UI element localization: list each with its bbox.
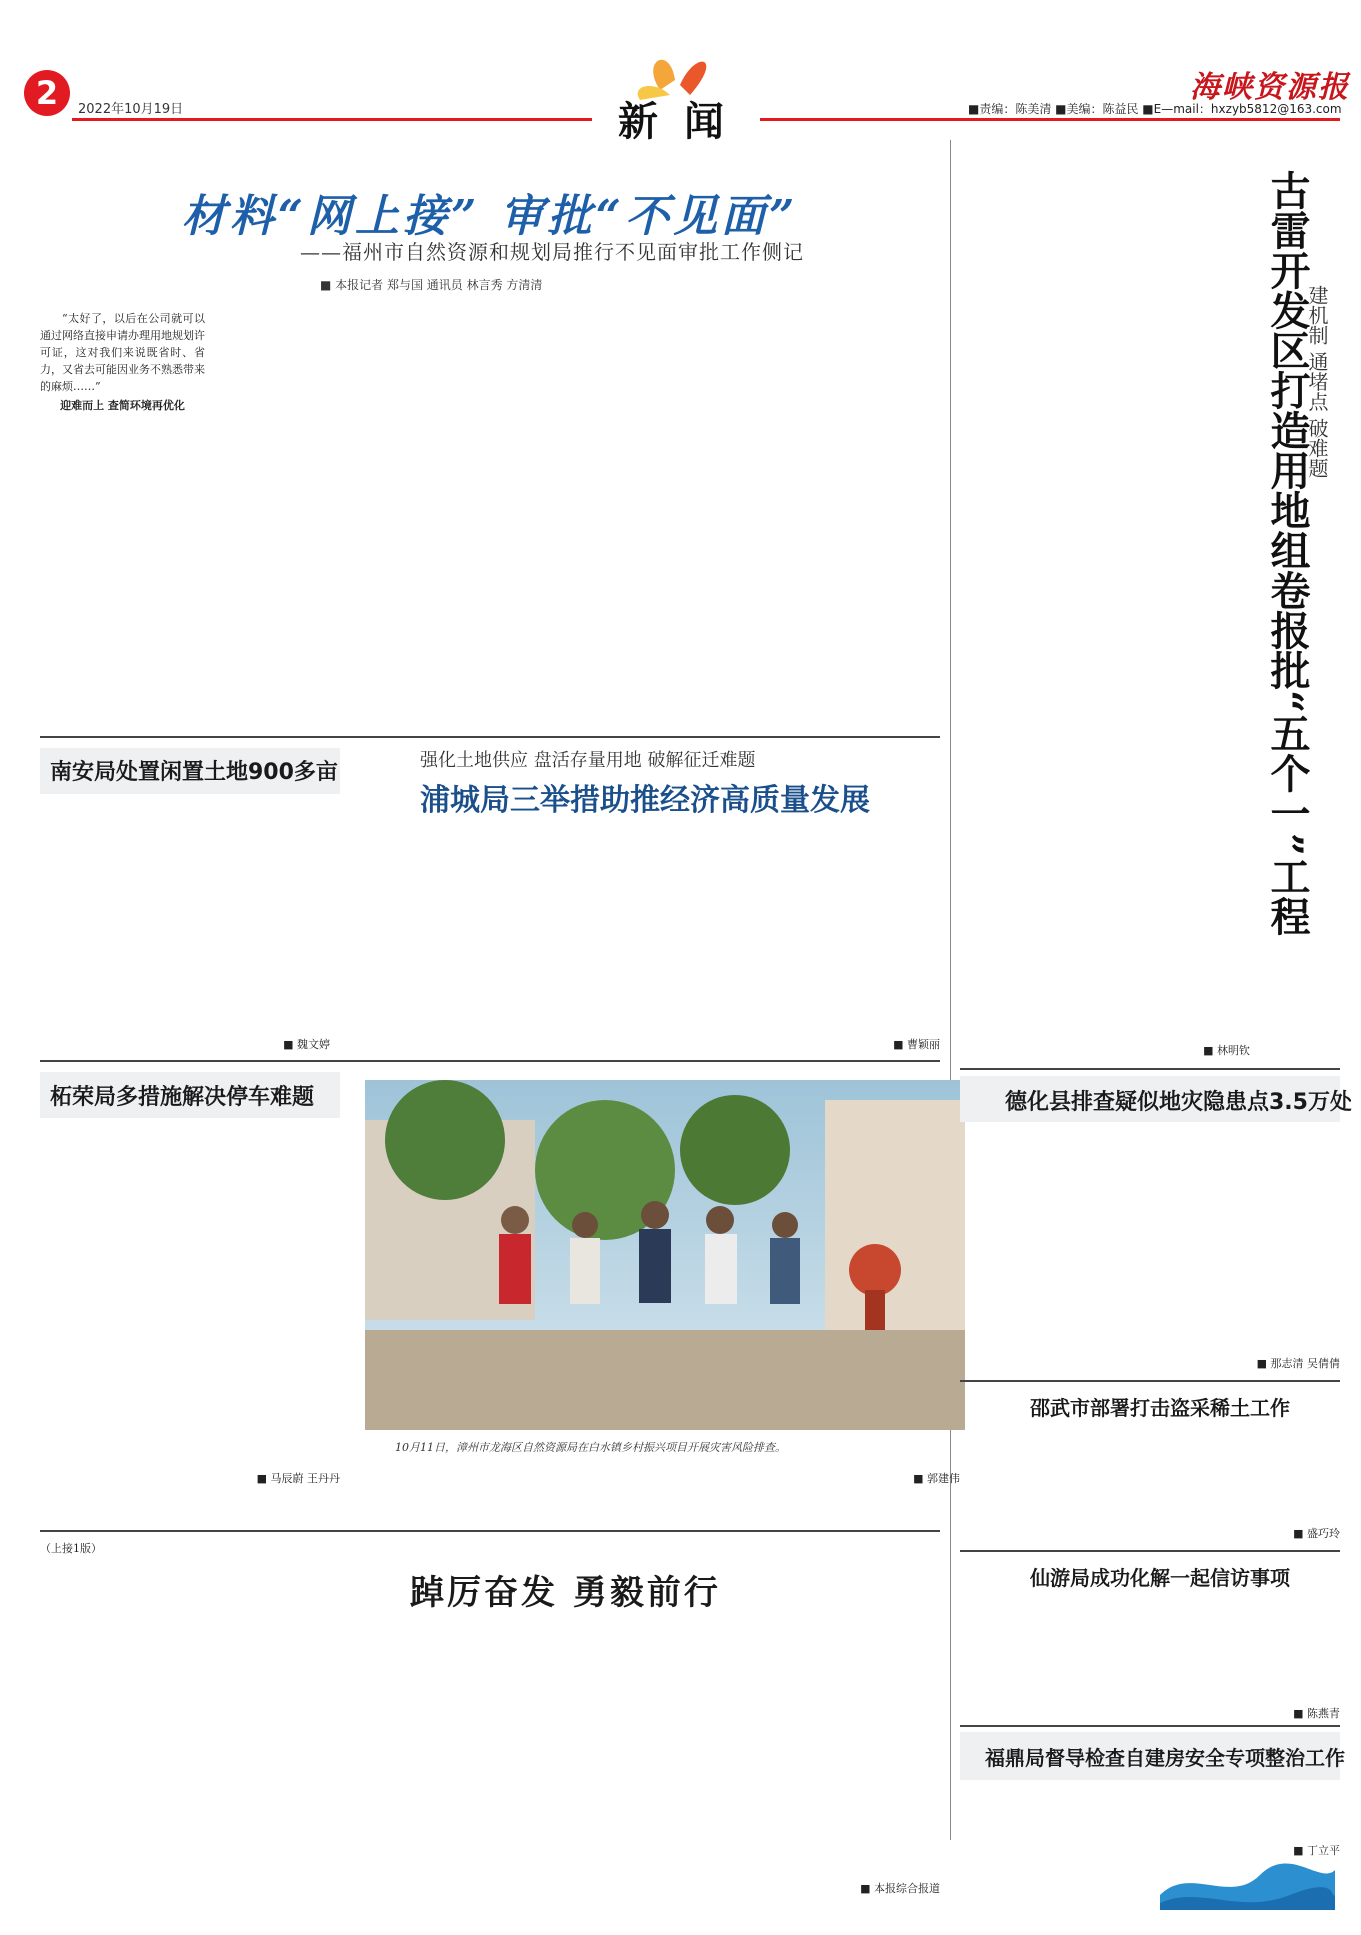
page-number-badge: 2 bbox=[24, 70, 70, 116]
news-photo bbox=[365, 1080, 965, 1430]
article-title-zherong: 柘荣局多措施解决停车难题 bbox=[50, 1085, 315, 1110]
article-title-chuli: 踔厉奋发 勇毅前行 bbox=[410, 1573, 721, 1613]
column-rule bbox=[950, 140, 951, 1840]
lead-subtitle: ——福州市自然资源和规划局推行不见面审批工作侧记 bbox=[300, 240, 804, 264]
continued-label: （上接1版） bbox=[40, 1542, 102, 1555]
author-shaowu: ■ 盛巧玲 bbox=[1293, 1527, 1340, 1540]
lead-subhead: 迎难而上 查简环境再优化 bbox=[60, 399, 185, 412]
section-title: 新闻 bbox=[618, 98, 750, 145]
divider bbox=[40, 1060, 940, 1062]
footer-ribbon-icon bbox=[1150, 1855, 1340, 1915]
author-zherong: ■ 马辰蔚 王丹丹 bbox=[256, 1472, 340, 1485]
header-divider-right bbox=[760, 118, 1340, 121]
author-xianyou: ■ 陈燕青 bbox=[1293, 1707, 1340, 1720]
article-kicker-pucheng: 强化土地供应 盘活存量用地 破解征迁难题 bbox=[420, 750, 756, 771]
right-headline: 古雷开发区打造用地组卷报批“五个一”工程 bbox=[1264, 170, 1311, 937]
article-title-shaowu: 邵武市部署打击盗采稀土工作 bbox=[1030, 1396, 1290, 1420]
header-divider-left bbox=[72, 118, 592, 121]
photo-caption: 10月11日，漳州市龙海区自然资源局在白水镇乡村振兴项目开展灾害风险排查。 bbox=[395, 1441, 786, 1454]
article-title-nanan: 南安局处置闲置土地900多亩 bbox=[50, 760, 338, 785]
divider bbox=[960, 1380, 1340, 1382]
lead-column-1 bbox=[40, 310, 205, 730]
article-title-dehua: 德化县排查疑似地灾隐患点3.5万处 bbox=[1005, 1090, 1352, 1115]
article-title-pucheng: 浦城局三举措助推经济高质量发展 bbox=[420, 783, 870, 818]
divider bbox=[40, 736, 940, 738]
lead-byline: ■ 本报记者 郑与国 通讯员 林言秀 方清清 bbox=[320, 278, 543, 292]
divider bbox=[960, 1725, 1340, 1727]
author-pucheng: ■ 曹颖丽 bbox=[893, 1038, 940, 1051]
divider bbox=[960, 1550, 1340, 1552]
page-header bbox=[0, 0, 1361, 145]
photo-illustration bbox=[365, 1080, 965, 1430]
page-date: 2022年10月19日 bbox=[78, 102, 184, 117]
article-title-fuding: 福鼎局督导检查自建房安全专项整治工作 bbox=[985, 1746, 1345, 1770]
right-author: ■ 林明钦 bbox=[1203, 1044, 1250, 1057]
article-title-xianyou: 仙游局成功化解一起信访事项 bbox=[1030, 1566, 1290, 1590]
photo-author: ■ 郭建伟 bbox=[913, 1472, 960, 1485]
editor-credits: ■责编：陈美清 ■美编：陈益民 ■E—mail：hxzyb5812@163.com bbox=[968, 102, 1342, 116]
lead-headline: 材料“网上接” 审批“不见面” bbox=[181, 191, 799, 242]
lead-paragraph: “太好了，以后在公司就可以通过网络直接申请办理用地规划许可证，这对我们来说既省时、省力，又省去可能因业务不熟悉带来的麻烦……” bbox=[40, 312, 205, 393]
author-nanan: ■ 魏文婷 bbox=[283, 1038, 330, 1051]
author-fuding: ■ 丁立平 bbox=[1293, 1844, 1340, 1857]
paper-name: 海峡资源报 bbox=[1190, 70, 1350, 105]
author-dehua: ■ 那志清 吴倩倩 bbox=[1256, 1357, 1340, 1370]
divider bbox=[40, 1530, 940, 1532]
right-subtitle: 建机制 通堵点 破难题 bbox=[1305, 285, 1329, 478]
divider bbox=[960, 1068, 1340, 1070]
author-chuli: ■ 本报综合报道 bbox=[860, 1882, 940, 1895]
